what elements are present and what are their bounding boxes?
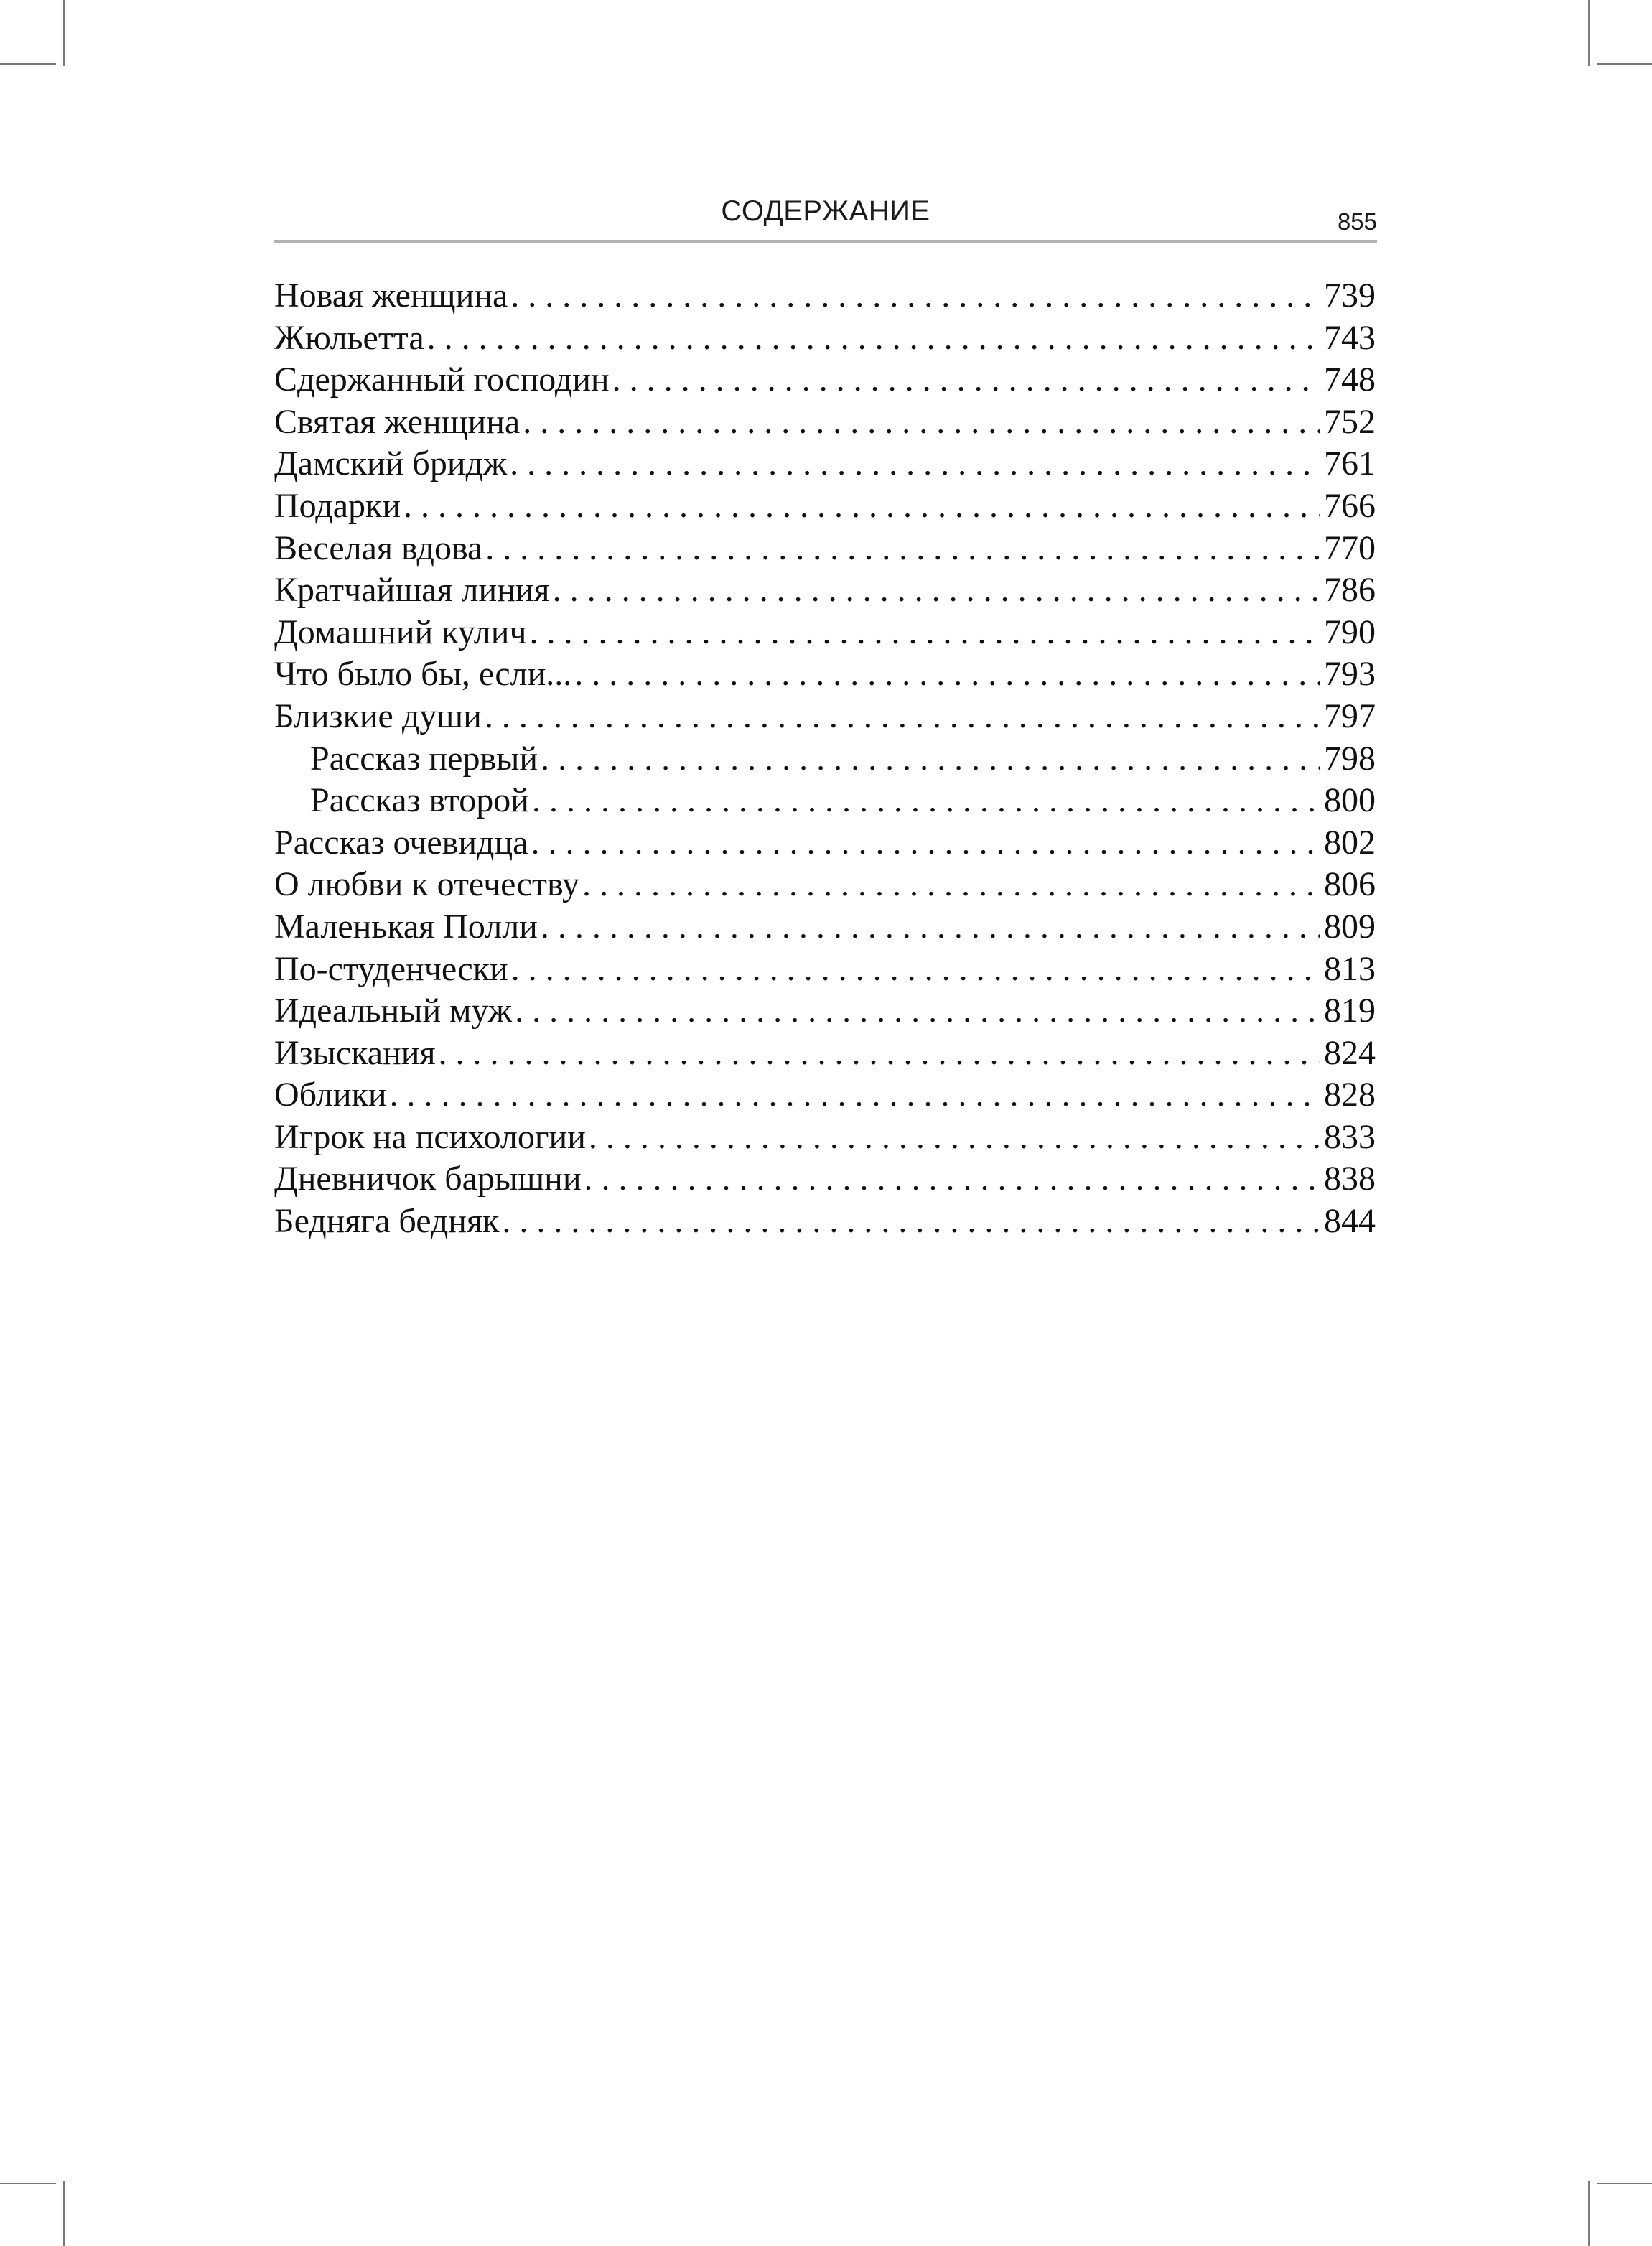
toc-entry[interactable]: [274, 949, 1376, 992]
toc-entry[interactable]: [274, 1159, 1376, 1201]
toc-entry-page: 819: [1324, 992, 1376, 1030]
toc-dot-leader: [574, 654, 1320, 694]
toc-dot-leader: [485, 528, 1320, 568]
toc-entry-page: 806: [1324, 865, 1376, 904]
toc-entry[interactable]: [274, 444, 1376, 486]
toc-dot-leader: [502, 1201, 1320, 1241]
toc-entry-title: Святая женщина: [274, 402, 521, 441]
toc-entry[interactable]: [274, 612, 1376, 655]
toc-entry-page: 786: [1324, 571, 1376, 610]
toc-entry-title: Изыскания: [274, 1033, 436, 1072]
toc-entry[interactable]: [274, 780, 1376, 823]
toc-entry-page: 844: [1324, 1202, 1376, 1241]
toc-entry-title: Дамский бридж: [274, 444, 508, 483]
toc-entry-title: Рассказ первый: [310, 739, 538, 778]
toc-entry-title: Игрок на психологии: [274, 1117, 586, 1156]
toc-entry-title: Кратчайшая линия: [274, 571, 550, 610]
toc-dot-leader: [584, 1159, 1320, 1198]
toc-entry-page: 797: [1324, 696, 1376, 735]
toc-entry-title: Рассказ второй: [310, 781, 529, 820]
toc-dot-leader: [541, 907, 1320, 946]
toc-dot-leader: [523, 402, 1320, 442]
crop-mark: [63, 0, 65, 66]
toc-entry[interactable]: [274, 991, 1376, 1033]
toc-entry[interactable]: [274, 1075, 1376, 1117]
toc-entry-title: Бедняга бедняк: [274, 1202, 500, 1241]
toc-entry[interactable]: [274, 907, 1376, 949]
toc-dot-leader: [403, 486, 1320, 526]
toc-entry[interactable]: [274, 276, 1376, 318]
toc-entry-page: 739: [1324, 276, 1376, 314]
crop-mark: [1588, 0, 1590, 66]
toc-dot-leader: [510, 444, 1320, 483]
toc-entry[interactable]: [274, 654, 1376, 696]
crop-mark: [1597, 2183, 1652, 2184]
toc-entry-title: О любви к отечеству: [274, 865, 579, 904]
header-page-number: 855: [1337, 208, 1377, 235]
toc-entry-page: 752: [1324, 402, 1376, 441]
toc-entry[interactable]: [274, 318, 1376, 360]
toc-dot-leader: [589, 1117, 1320, 1157]
toc-entry-title: Идеальный муж: [274, 992, 513, 1030]
toc-dot-leader: [531, 823, 1320, 862]
toc-entry-page: 800: [1324, 781, 1376, 820]
toc-entry[interactable]: [274, 696, 1376, 739]
toc-entry-title: Домашний кулич: [274, 612, 527, 651]
toc-entry-page: 802: [1324, 823, 1376, 862]
toc-entry-page: 743: [1324, 318, 1376, 357]
crop-mark: [0, 2183, 56, 2184]
toc-entry-page: 770: [1324, 528, 1376, 567]
toc-entry-title: Жюльетта: [274, 318, 424, 357]
toc-entry-page: 793: [1324, 655, 1376, 694]
toc-dot-leader: [530, 612, 1320, 652]
toc-entry[interactable]: [274, 402, 1376, 444]
toc-entry-title: Близкие души: [274, 696, 482, 735]
toc-entry-page: 828: [1324, 1076, 1376, 1114]
toc-entry-title: По-студенчески: [274, 949, 508, 988]
toc-entry[interactable]: [274, 823, 1376, 865]
crop-mark: [1588, 2181, 1590, 2246]
toc-entry-page: 813: [1324, 949, 1376, 988]
toc-entry-title: Сдержанный господин: [274, 360, 610, 399]
toc-entry-title: Рассказ очевидца: [274, 823, 528, 862]
toc-entry-page: 833: [1324, 1117, 1376, 1156]
toc-entry-page: 798: [1324, 739, 1376, 778]
toc-dot-leader: [515, 991, 1320, 1030]
crop-mark: [0, 63, 56, 65]
toc-entry-title: Дневничок барышни: [274, 1160, 582, 1198]
toc-dot-leader: [582, 865, 1320, 904]
toc-dot-leader: [439, 1033, 1320, 1073]
toc-entry-title: Веселая вдова: [274, 528, 483, 567]
crop-mark: [1597, 63, 1652, 65]
toc-entry-page: 838: [1324, 1160, 1376, 1198]
toc-entry-title: Подарки: [274, 486, 401, 525]
toc-dot-leader: [541, 739, 1320, 778]
toc-dot-leader: [510, 276, 1320, 315]
toc-entry-title: Маленькая Полли: [274, 907, 538, 946]
toc-entry-page: 766: [1324, 486, 1376, 525]
toc-dot-leader: [553, 570, 1320, 610]
toc-entry[interactable]: [274, 1033, 1376, 1076]
table-of-contents: [274, 276, 1376, 1244]
crop-mark: [63, 2181, 65, 2246]
running-header: [274, 188, 1377, 243]
toc-entry-title: Что было бы, если...: [274, 655, 572, 694]
toc-entry-title: Новая женщина: [274, 276, 508, 314]
toc-dot-leader: [511, 949, 1320, 989]
toc-dot-leader: [485, 696, 1320, 736]
toc-entry[interactable]: [274, 865, 1376, 907]
toc-dot-leader: [427, 318, 1320, 358]
toc-entry[interactable]: [274, 1201, 1376, 1244]
toc-entry-page: 748: [1324, 360, 1376, 399]
toc-entry[interactable]: [274, 1117, 1376, 1160]
toc-entry[interactable]: [274, 528, 1376, 571]
toc-entry-page: 790: [1324, 612, 1376, 651]
toc-entry-title: Облики: [274, 1076, 387, 1114]
toc-entry[interactable]: [274, 360, 1376, 402]
toc-dot-leader: [390, 1075, 1320, 1114]
toc-entry-page: 809: [1324, 907, 1376, 946]
toc-entry[interactable]: [274, 739, 1376, 781]
toc-dot-leader: [612, 360, 1320, 399]
toc-entry[interactable]: [274, 486, 1376, 528]
toc-entry-page: 761: [1324, 444, 1376, 483]
toc-entry[interactable]: [274, 570, 1376, 612]
toc-dot-leader: [532, 780, 1320, 820]
toc-entry-page: 824: [1324, 1033, 1376, 1072]
header-title: СОДЕРЖАНИЕ: [721, 195, 930, 227]
